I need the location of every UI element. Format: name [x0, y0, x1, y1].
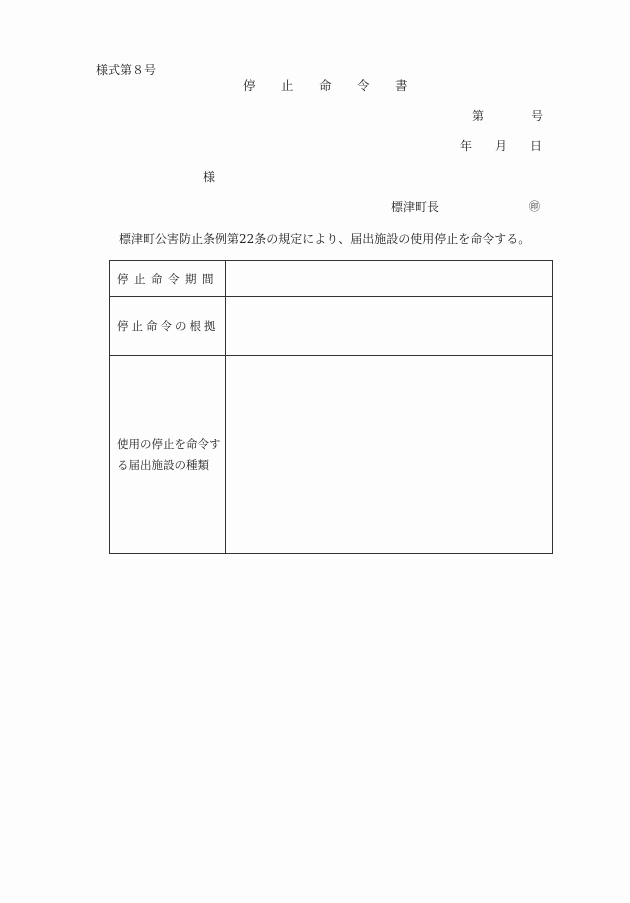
order-statement: 標津町公害防止条例第22条の規定により、届出施設の使用停止を命令する。 [119, 232, 531, 246]
table-row-facility-type [110, 356, 553, 554]
date-month-label: 月 [495, 139, 508, 153]
legal-basis-label-text: 停止命令の根拠 [117, 319, 219, 333]
date-day-label: 日 [530, 139, 543, 153]
suspension-period-label-text: 停止命令期間 [117, 271, 219, 286]
facility-type-label-text: 使用の停止を命令する届出施設の種類 [117, 436, 221, 472]
legal-basis-field[interactable] [226, 297, 553, 356]
issuer-title: 標津町長 [391, 200, 440, 214]
legal-basis-label [110, 297, 226, 356]
document-title: 停止命令書 [243, 78, 434, 93]
facility-type-label [110, 356, 226, 554]
suspension-period-label [110, 261, 226, 297]
facility-type-field[interactable] [226, 356, 553, 554]
seal-mark: ㊞ [529, 200, 540, 213]
table-row-legal-basis [110, 297, 553, 356]
order-details-table [109, 260, 553, 554]
document-number-label: 第 [472, 109, 485, 123]
document-number-suffix: 号 [531, 109, 544, 123]
table-row-suspension-period [110, 261, 553, 297]
date-year-label: 年 [460, 139, 473, 153]
addressee-suffix: 様 [203, 170, 216, 184]
suspension-period-field[interactable] [226, 261, 553, 297]
form-number: 様式第８号 [96, 63, 157, 77]
